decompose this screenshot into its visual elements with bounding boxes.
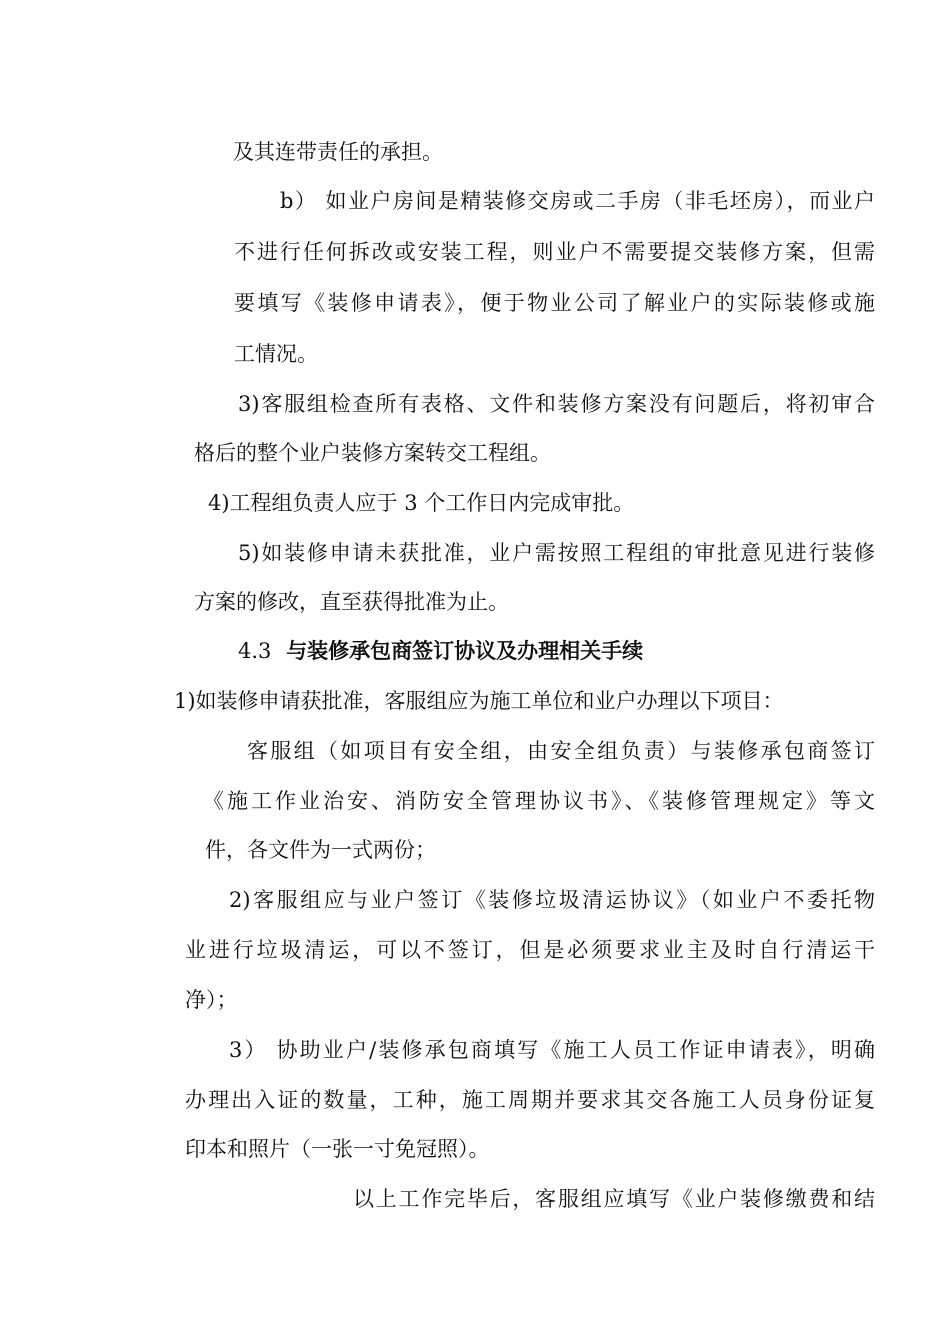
paragraph-line: 1)如装修申请获批准，客服组应为施工单位和业户办理以下项目： [174, 689, 784, 713]
paragraph-line: 格后的整个业户装修方案转交工程组。 [194, 441, 551, 465]
paragraph-line: 净）； [185, 988, 238, 1012]
paragraph-line: b） 如业户房间是精装修交房或二手房（非毛坯房），而业户 [280, 189, 875, 213]
section-number: 4.3 [238, 639, 272, 663]
section-title: 与装修承包商签订协议及办理相关手续 [286, 638, 644, 663]
paragraph-line: 件，各文件为一式两份； [205, 838, 436, 862]
paragraph-line: 客服组（如项目有安全组，由安全组负责）与装修承包商签订 [247, 739, 875, 763]
paragraph-line: 方案的修改，直至获得批准为止。 [194, 590, 509, 614]
paragraph-line: 以上工作完毕后，客服组应填写《业户装修缴费和结 [353, 1187, 875, 1211]
paragraph-line: 及其连带责任的承担。 [233, 140, 443, 164]
paragraph-line: 工情况。 [234, 342, 318, 366]
paragraph-line: 《施工作业治安、消防安全管理协议书》、《装修管理规定》等文 [203, 789, 875, 813]
section-heading [238, 636, 643, 666]
paragraph-line: 3)客服组检查所有表格、文件和装修方案没有问题后，将初审合 [238, 392, 875, 416]
paragraph-line: 5)如装修申请未获批准，业户需按照工程组的审批意见进行装修 [238, 541, 875, 565]
paragraph-line: 办理出入证的数量，工种，施工周期并要求其交各施工人员身份证复 [185, 1088, 875, 1112]
paragraph-line: 要填写《装修申请表》，便于物业公司了解业户的实际装修或施 [234, 291, 875, 315]
paragraph-line: 4)工程组负责人应于 3 个工作日内完成审批。 [208, 491, 635, 515]
paragraph-line: 印本和照片（一张一寸免冠照）。 [185, 1137, 490, 1161]
paragraph-line: 2)客服组应与业户签订《装修垃圾清运协议》（如业户不委托物 [229, 888, 875, 912]
paragraph-line: 不进行任何拆改或安装工程，则业户不需要提交装修方案，但需 [234, 240, 875, 264]
paragraph-line: 业进行垃圾清运，可以不签订，但是必须要求业主及时自行清运干 [185, 938, 875, 962]
paragraph-line: 3） 协助业户/装修承包商填写《施工人员工作证申请表》，明确 [229, 1038, 875, 1062]
